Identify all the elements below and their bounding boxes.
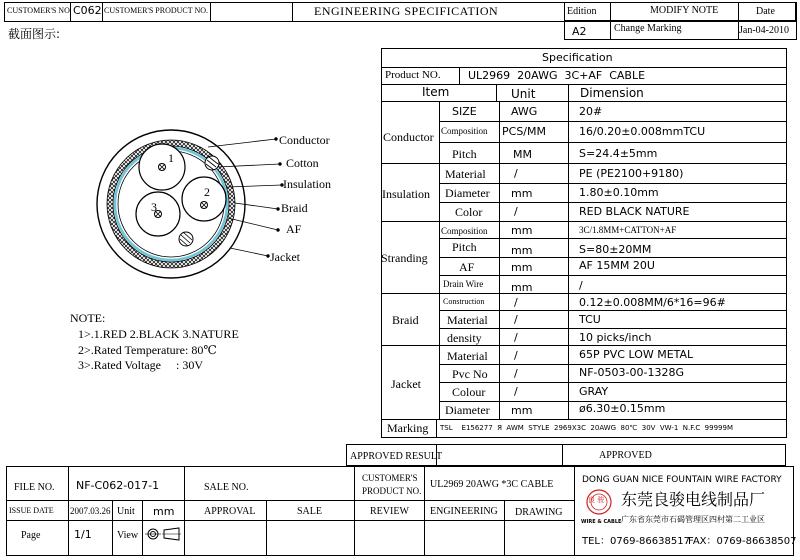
callout-braid: Braid (281, 201, 308, 215)
product-no-value: UL2969 20AWG 3C+AF CABLE (468, 69, 646, 82)
braid-density-unit: / (514, 331, 518, 344)
issue-date-label: ISSUE DATE (9, 506, 54, 515)
stranding-pitch-value: S=80±20MM (579, 243, 652, 256)
insulation-diameter-name: Diameter (445, 186, 490, 200)
callout-jacket: Jacket (270, 250, 300, 264)
approved-result-label: APPROVED RESULT (350, 451, 443, 462)
company-en: DONG GUAN NICE FOUNTAIN WIRE FACTORY (582, 475, 782, 485)
insulation-color-name: Color (455, 205, 483, 219)
insulation-material-value: PE (PE2100+9180) (579, 167, 684, 180)
jacket-colour-value: GRAY (579, 385, 609, 398)
customers-no-label: CUSTOMER'S NO (7, 6, 70, 15)
product-no-label: Product NO. (385, 69, 441, 81)
view-label: View (117, 530, 139, 541)
insulation-color-unit: / (514, 205, 518, 218)
jacket-pvc-no-value: NF-0503-00-1328G (579, 366, 684, 379)
stranding-pitch-unit: mm (511, 244, 533, 257)
callout-cotton: Cotton (286, 156, 319, 170)
company-tel: TEL：0769-86638517 (582, 536, 690, 547)
callout-insulation: Insulation (283, 177, 331, 191)
stranding-pitch-name: Pitch (452, 240, 477, 254)
conductor-pitch-unit: MM (513, 148, 532, 161)
jacket-pvc-no-unit: / (514, 367, 518, 380)
jacket-material-name: Material (447, 349, 488, 363)
jacket-pvc-no-name: Pvc No (452, 367, 488, 381)
stranding-af-name: AF (459, 260, 475, 274)
logo-bottom: WIRE & CABLE (581, 519, 622, 525)
callout-conductor: Conductor (279, 133, 330, 147)
note-line-3: 3>.Rated Voltage : 30V (78, 358, 203, 372)
conductor-composition-name: Composition (441, 126, 488, 136)
customers-no-value: C062 (73, 4, 102, 17)
column-unit: Unit (511, 87, 536, 101)
page-value: 1/1 (74, 528, 92, 541)
jacket-colour-name: Colour (452, 385, 486, 399)
note-line-1: 1>.1.RED 2.BLACK 3.NATURE (78, 327, 239, 341)
modify-note-value: Change Marking (614, 23, 682, 34)
edition-value: A2 (572, 25, 587, 38)
page-title: ENGINEERING SPECIFICATION (314, 4, 499, 18)
core-2 (182, 177, 226, 221)
approval-label: APPROVAL (204, 506, 256, 517)
insulation-material-unit: / (514, 167, 518, 180)
braid-construction-unit: / (514, 296, 518, 309)
braid-construction-value: 0.12±0.008MM/6*16=96# (579, 296, 726, 309)
file-no-value: NF-C062-017-1 (76, 479, 160, 492)
jacket-diameter-value: ø6.30±0.15mm (579, 402, 666, 415)
column-item: Item (422, 85, 450, 99)
sale-label: SALE (297, 506, 322, 517)
date-value: Jan-04-2010 (739, 25, 789, 36)
insulation-diameter-unit: mm (511, 187, 533, 200)
company-fax: FAX：0769-86638507 (688, 536, 797, 547)
braid-density-name: density (447, 331, 482, 345)
braid-material-name: Material (447, 313, 488, 327)
insulation-color-value: RED BLACK NATURE (579, 205, 690, 218)
core-number-3: 3 (151, 200, 157, 214)
marking-label: Marking (387, 421, 429, 435)
cross-section-heading: 截面图示: (8, 27, 61, 41)
conductor-composition-value: 16/0.20±0.008mmTCU (579, 125, 706, 138)
group-insulation: Insulation (382, 187, 430, 201)
company-address: 广东省东莞市石碣管理区四村第二工业区 (621, 515, 765, 524)
conductor-size-unit: AWG (511, 105, 538, 118)
note-line-2: 2>.Rated Temperature: 80℃ (78, 343, 217, 357)
jacket-diameter-name: Diameter (445, 403, 490, 417)
engineering-label: ENGINEERING (430, 506, 498, 517)
marking-value: TSL E156277 Я AWM STYLE 2969X3C 20AWG 80℃ 30V VW-1 N.F.C 99999M (440, 424, 733, 432)
group-conductor: Conductor (383, 130, 434, 144)
issue-date-value: 2007.03.26 (70, 506, 111, 516)
edition-label: Edition (567, 6, 597, 17)
insulation-material-name: Material (445, 167, 486, 181)
file-no-label: FILE NO. (14, 482, 55, 493)
braid-material-value: TCU (579, 313, 601, 326)
braid-construction-name: Construction (443, 297, 485, 306)
unit-label: Unit (117, 506, 135, 517)
core-number-1: 1 (168, 151, 174, 165)
jacket-colour-unit: / (514, 385, 518, 398)
jacket-material-value: 65P PVC LOW METAL (579, 348, 694, 361)
core-number-2: 2 (204, 185, 210, 199)
conductor-pitch-value: S=24.4±5mm (579, 147, 658, 160)
stranding-composition-value: 3C/1.8MM+CATTON+AF (579, 225, 677, 235)
stranding-drain-wire-value: / (579, 279, 583, 292)
jacket-material-unit: / (514, 349, 518, 362)
customers-product-no-label-2: PRODUCT NO. (362, 486, 422, 496)
stranding-drain-wire-name: Drain Wire (443, 279, 484, 289)
customers-product-no-label-1: CUSTOMER'S (362, 473, 418, 483)
conductor-composition-unit: PCS/MM (502, 125, 546, 138)
conductor-size-value: 20# (579, 105, 603, 118)
stranding-af-value: AF 15MM 20U (579, 259, 655, 272)
conductor-pitch-name: Pitch (452, 147, 477, 161)
braid-material-unit: / (514, 313, 518, 326)
group-braid: Braid (392, 313, 419, 327)
logo-top: 良 骏 (588, 496, 605, 504)
projection-symbol-icon (145, 526, 181, 542)
jacket-diameter-unit: mm (511, 404, 533, 417)
review-label: REVIEW (370, 506, 409, 517)
group-jacket: Jacket (391, 377, 421, 391)
stranding-composition-name: Composition (441, 226, 488, 236)
page-label: Page (21, 530, 41, 541)
conductor-size-name: SIZE (452, 105, 477, 118)
unit-value: mm (153, 505, 175, 518)
insulation-diameter-value: 1.80±0.10mm (579, 186, 659, 199)
drawing-label: DRAWING (515, 507, 563, 518)
callout-af: AF (286, 222, 302, 236)
group-stranding: Stranding (381, 251, 428, 265)
customers-product-no-label: CUSTOMER'S PRODUCT NO. (104, 6, 209, 15)
date-label: Date (756, 6, 775, 17)
company-logo (581, 488, 622, 532)
product-value: UL2969 20AWG *3C CABLE (430, 479, 554, 490)
approved-label: APPROVED (599, 450, 652, 461)
spec-title: Specification (542, 51, 613, 64)
braid-density-value: 10 picks/inch (579, 331, 652, 344)
notes-title: NOTE: (70, 311, 106, 325)
stranding-af-unit: mm (511, 261, 533, 274)
stranding-drain-wire-unit: mm (511, 281, 533, 294)
company-cn: 东莞良骏电线制品厂 (621, 490, 766, 509)
column-dimension: Dimension (580, 86, 644, 100)
stranding-composition-unit: mm (511, 224, 533, 237)
modify-note-label: MODIFY NOTE (650, 5, 719, 16)
sale-no-label: SALE NO. (204, 482, 249, 493)
